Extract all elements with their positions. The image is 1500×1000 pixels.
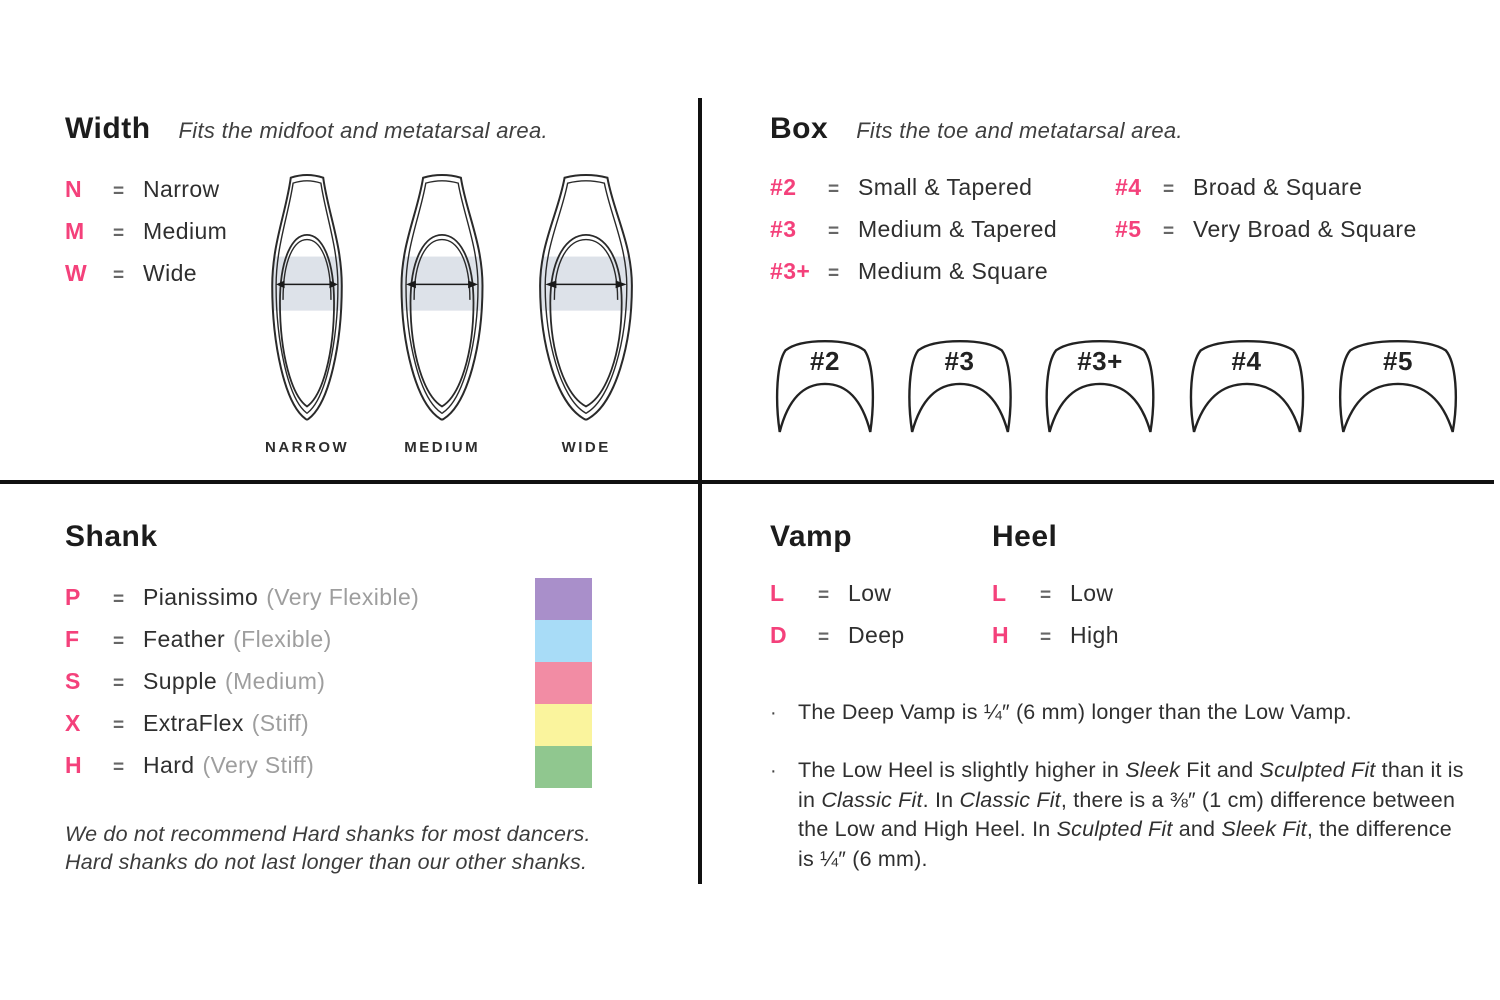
width-label-medium: Medium	[143, 218, 228, 244]
heel-code-h: H	[992, 622, 1010, 648]
box-shape-label: #3+	[1077, 346, 1123, 376]
heel-label-high: High	[1070, 622, 1119, 648]
shank-name-supple: Supple	[143, 668, 218, 694]
box-legend-column-1	[770, 174, 1057, 300]
vertical-divider	[698, 98, 702, 884]
width-title: Width	[65, 112, 151, 145]
shoe-label-narrow: NARROW	[265, 439, 350, 456]
box-label-medium-tapered: Medium & Tapered	[858, 216, 1058, 242]
equals-sign: =	[1163, 179, 1175, 200]
box-label-very-broad-square: Very Broad & Square	[1193, 216, 1417, 242]
shank-note	[65, 820, 685, 876]
heel-column	[992, 520, 1119, 664]
equals-sign: =	[113, 223, 125, 244]
vamp-title: Vamp	[770, 520, 853, 553]
legend-row	[65, 668, 685, 710]
equals-sign: =	[1040, 627, 1052, 648]
shank-legend	[65, 584, 685, 794]
legend-row	[770, 258, 1057, 300]
shoe-diagram-wide	[535, 170, 637, 456]
width-code-w: W	[65, 260, 88, 286]
legend-row	[65, 584, 685, 626]
shank-section	[65, 520, 685, 890]
equals-sign: =	[113, 673, 125, 694]
box-shape-4	[1185, 334, 1309, 441]
shank-note-line2: Hard shanks do not last longer than our other shanks.	[65, 850, 588, 874]
shank-code-s: S	[65, 668, 81, 694]
legend-row	[65, 626, 685, 668]
box-code-3: #3	[770, 216, 797, 242]
box-shape-3	[904, 334, 1016, 441]
width-code-n: N	[65, 176, 83, 202]
equals-sign: =	[113, 589, 125, 610]
shank-name-hard: Hard	[143, 752, 195, 778]
equals-sign: =	[818, 585, 830, 606]
heel-title: Heel	[992, 520, 1058, 553]
heel-label-low: Low	[1070, 580, 1114, 606]
box-shape-2	[772, 334, 878, 441]
equals-sign: =	[113, 757, 125, 778]
legend-row	[65, 752, 685, 794]
legend-row	[1115, 174, 1417, 216]
equals-sign: =	[113, 715, 125, 736]
shank-code-h: H	[65, 752, 83, 778]
box-section	[770, 112, 1470, 472]
width-code-m: M	[65, 218, 85, 244]
box-shape-label: #4	[1231, 346, 1262, 376]
shank-name-feather: Feather	[143, 626, 226, 652]
box-shape-label: #5	[1383, 346, 1413, 376]
equals-sign: =	[828, 179, 840, 200]
legend-row	[770, 622, 905, 664]
shank-desc: (Flexible)	[233, 626, 332, 652]
legend-row	[992, 622, 1119, 664]
box-code-5: #5	[1115, 216, 1142, 242]
legend-row	[65, 710, 685, 752]
equals-sign: =	[828, 221, 840, 242]
pointe-shoe-outline-icon	[535, 170, 637, 425]
width-label-wide: Wide	[143, 260, 198, 286]
vamp-heel-section	[770, 520, 1480, 890]
box-shape-label: #2	[810, 346, 840, 376]
bullet-icon: ·	[770, 702, 777, 724]
box-code-3plus: #3+	[770, 258, 811, 284]
width-section	[65, 112, 685, 472]
pointe-shoe-outline-icon	[397, 170, 487, 425]
fit-notes	[770, 698, 1470, 902]
swatch-supple	[535, 662, 592, 704]
horizontal-divider	[0, 480, 1494, 484]
legend-row	[1115, 216, 1417, 258]
box-code-2: #2	[770, 174, 797, 200]
shoe-width-diagrams	[265, 170, 637, 456]
equals-sign: =	[113, 631, 125, 652]
legend-row	[770, 216, 1057, 258]
shank-desc: (Stiff)	[251, 710, 310, 736]
legend-row	[992, 580, 1119, 622]
equals-sign: =	[113, 181, 125, 202]
shank-code-p: P	[65, 584, 81, 610]
box-shape-3plus	[1041, 334, 1159, 441]
box-subtitle: Fits the toe and metatarsal area.	[856, 118, 1183, 143]
box-title: Box	[770, 112, 829, 145]
swatch-extraflex	[535, 704, 592, 746]
box-label-small-tapered: Small & Tapered	[858, 174, 1033, 200]
bullet-icon: ·	[770, 760, 777, 782]
vamp-label-deep: Deep	[848, 622, 905, 648]
shoe-label-medium: MEDIUM	[404, 439, 481, 456]
shoe-diagram-narrow	[265, 170, 349, 456]
shank-note-line1: We do not recommend Hard shanks for most dancers.	[65, 822, 591, 846]
vamp-code-l: L	[770, 580, 785, 606]
note-text: The Deep Vamp is ¼″ (6 mm) longer than the Low Vamp.	[798, 700, 1352, 724]
shoe-diagram-medium	[397, 170, 487, 456]
vamp-label-low: Low	[848, 580, 892, 606]
shank-name-pianissimo: Pianissimo	[143, 584, 259, 610]
equals-sign: =	[1040, 585, 1052, 606]
box-label-broad-square: Broad & Square	[1193, 174, 1363, 200]
shank-desc: (Medium)	[225, 668, 326, 694]
legend-row	[770, 174, 1057, 216]
note-text: The Low Heel is slightly higher in Sleek Fit and Sculpted Fit than it is in Classic Fit. In Classic Fit, there is a ⅜″ (1 cm) difference between the Low and High Heel. In Sculpted Fit and Sleek Fit, the difference is ¼″ (6 mm).	[798, 758, 1464, 871]
swatch-feather	[535, 620, 592, 662]
width-label-narrow: Narrow	[143, 176, 220, 202]
shank-title: Shank	[65, 520, 158, 553]
box-code-4: #4	[1115, 174, 1142, 200]
swatch-pianissimo	[535, 578, 592, 620]
equals-sign: =	[1163, 221, 1175, 242]
shank-color-swatches	[535, 578, 592, 788]
note-deep-vamp	[770, 698, 1470, 728]
shank-name-extraflex: ExtraFlex	[143, 710, 244, 736]
shank-desc: (Very Stiff)	[202, 752, 315, 778]
shank-desc: (Very Flexible)	[266, 584, 420, 610]
equals-sign: =	[818, 627, 830, 648]
shank-code-f: F	[65, 626, 80, 652]
box-legend-column-2	[1115, 174, 1417, 258]
width-subtitle: Fits the midfoot and metatarsal area.	[178, 118, 548, 143]
vamp-code-d: D	[770, 622, 788, 648]
note-heel-heights	[770, 756, 1470, 874]
shoe-label-wide: WIDE	[561, 439, 611, 456]
swatch-hard	[535, 746, 592, 788]
box-shape-label: #3	[944, 346, 975, 376]
pointe-shoe-outline-icon	[268, 170, 346, 425]
box-label-medium-square: Medium & Square	[858, 258, 1049, 284]
box-shape-diagrams	[772, 334, 1462, 441]
legend-row	[770, 580, 905, 622]
heel-code-l: L	[992, 580, 1007, 606]
box-shape-5	[1334, 334, 1462, 441]
shank-code-x: X	[65, 710, 81, 736]
equals-sign: =	[828, 263, 840, 284]
equals-sign: =	[113, 265, 125, 286]
vamp-column	[770, 520, 905, 664]
